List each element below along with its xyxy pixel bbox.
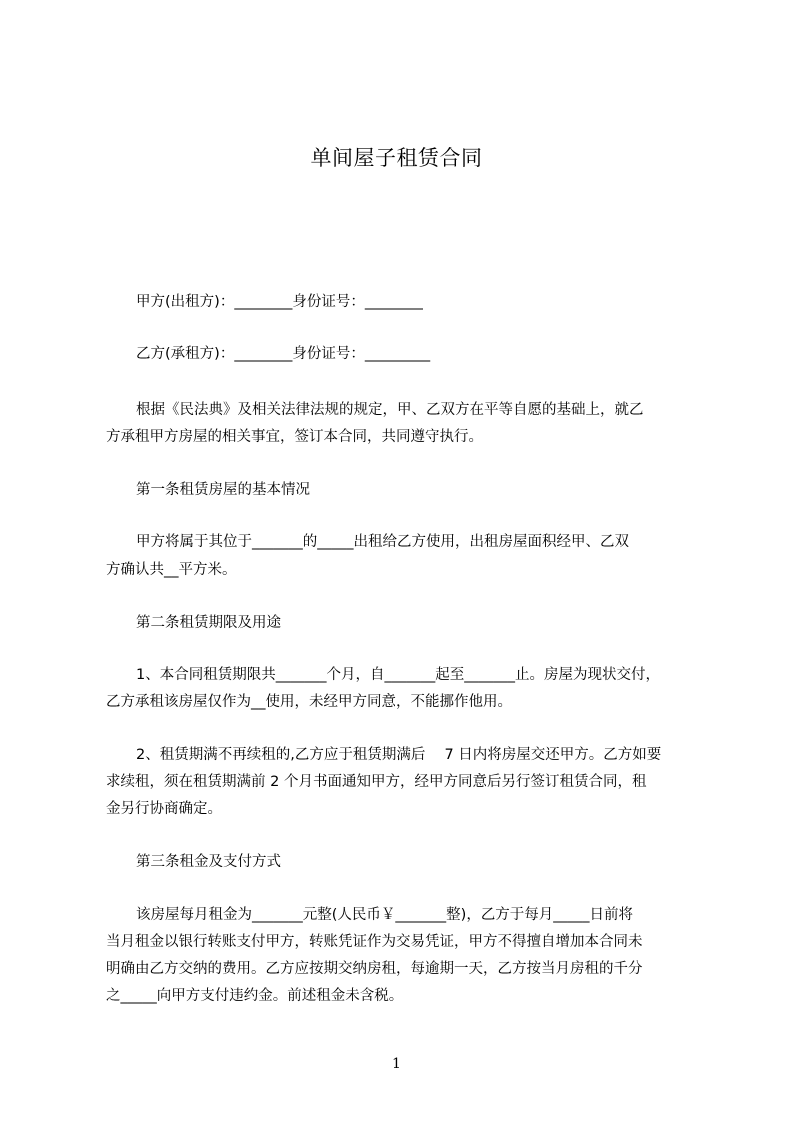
article-2-item-2-line-1: 2、租赁期满不再续租的,乙方应于租赁期满后 7 日内将房屋交还甲方。乙方如要 (136, 747, 662, 763)
article-1-heading: 第一条租赁房屋的基本情况 (136, 482, 310, 498)
article-3-line-4: 之_____向甲方支付违约金。前述租金未含税。 (106, 988, 404, 1004)
intro-line-1: 根据《民法典》及相关法律法规的规定，甲、乙双方在平等自愿的基础上，就乙 (136, 402, 644, 418)
article-2-item-1-line-1: 1、本合同租赁期限共_______个月，自_______起至_______止。房屋为现状交付， (136, 667, 660, 683)
article-3-line-3: 明确由乙方交纳的费用。乙方应按期交纳房租，每逾期一天，乙方按当月房租的千分 (106, 961, 643, 977)
article-2-item-1-line-2: 乙方承租该房屋仅作为__使用，未经甲方同意，不能挪作他用。 (106, 694, 512, 710)
article-1-line-2: 方确认共__平方米。 (106, 562, 237, 578)
article-1-line-1: 甲方将属于其位于_______的_____出租给乙方使用，出租房屋面积经甲、乙双 (136, 534, 629, 550)
party-b-line: 乙方(承租方)：________身份证号：_________ (136, 346, 431, 362)
article-3-heading: 第三条租金及支付方式 (136, 854, 281, 870)
article-3-line-1: 该房屋每月租金为_______元整(人民币￥_______整)，乙方于每月_____日前将 (136, 907, 634, 923)
article-3-line-2: 当月租金以银行转账支付甲方，转账凭证作为交易凭证，甲方不得擅自增加本合同未 (106, 934, 643, 950)
intro-line-2: 方承租甲方房屋的相关事宜，签订本合同，共同遵守执行。 (106, 429, 483, 445)
party-a-line: 甲方(出租方)：________身份证号：________ (136, 294, 423, 310)
article-2-heading: 第二条租赁期限及用途 (136, 615, 281, 631)
page-number: 1 (392, 1056, 401, 1072)
document-title: 单间屋子租赁合同 (310, 146, 483, 170)
article-2-item-2-line-2: 求续租，须在租赁期满前 2 个月书面通知甲方，经甲方同意后另行签订租赁合同，租 (106, 774, 647, 790)
article-2-item-2-line-3: 金另行协商确定。 (106, 801, 222, 817)
